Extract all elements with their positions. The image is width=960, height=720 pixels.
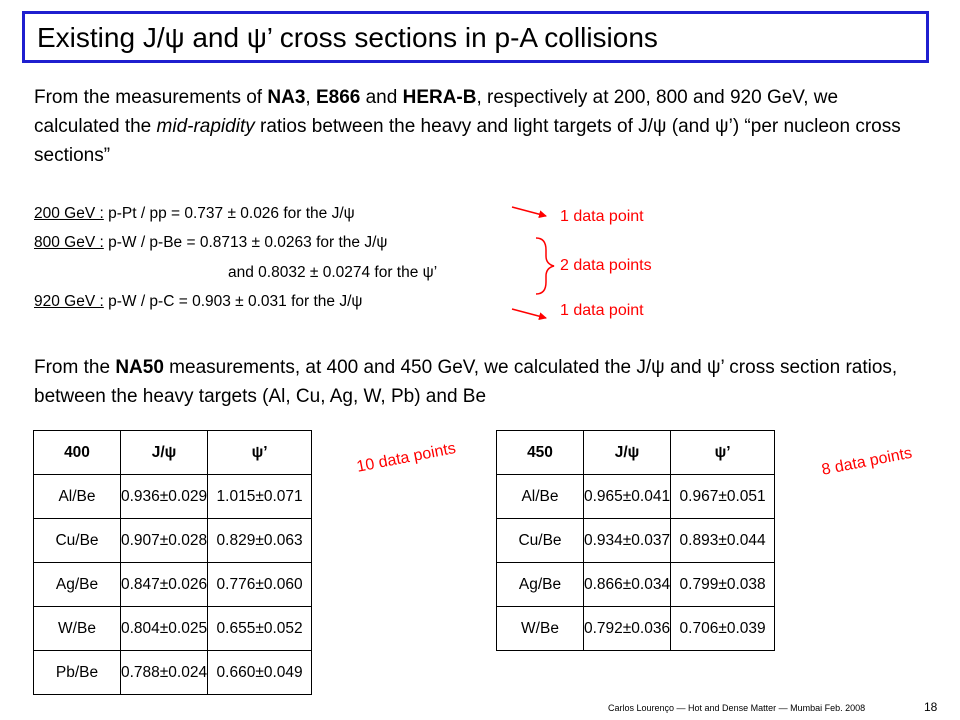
table-cell: 0.907±0.028 (121, 519, 208, 563)
intro-text-3: and (360, 87, 403, 108)
arrow-920 (512, 309, 546, 318)
table-cell: Al/Be (497, 475, 584, 519)
table-header-cell: J/ψ (121, 431, 208, 475)
table-cell: 0.965±0.041 (584, 475, 671, 519)
table-row (497, 475, 775, 519)
table-cell: 0.706±0.039 (671, 607, 775, 651)
intro-e866: E866 (315, 87, 361, 108)
table-cell: 0.799±0.038 (671, 563, 775, 607)
table-header-cell: J/ψ (584, 431, 671, 475)
intro-text-4: , respectively at 200, 800 and 920 GeV, we calculated the (34, 87, 839, 137)
table-header-cell: ψ’ (208, 431, 312, 475)
table-cell: 0.829±0.063 (208, 519, 312, 563)
table-header-row (497, 431, 775, 475)
table-row (34, 651, 312, 695)
table-cell: 0.934±0.037 (584, 519, 671, 563)
table-cell: 0.866±0.034 (584, 563, 671, 607)
measurement-text: p-W / p-C = 0.903 ± 0.031 for the J/ψ (103, 293, 363, 310)
annotation-2-data-points: 2 data points (560, 257, 652, 274)
table-cell: Ag/Be (34, 563, 121, 607)
table-row (497, 519, 775, 563)
table-cell: 0.788±0.024 (121, 651, 208, 695)
para2-text-1: From the (34, 357, 116, 378)
measurement-text: p-Pt / pp = 0.737 ± 0.026 for the J/ψ (103, 205, 355, 222)
annotation-8-data-points: 8 data points (820, 444, 914, 479)
right-brace (536, 238, 554, 294)
na50-paragraph (34, 353, 934, 411)
table-header-cell: 450 (497, 431, 584, 475)
table-cell: Al/Be (34, 475, 121, 519)
table-cell: 0.792±0.036 (584, 607, 671, 651)
measurement-energy: 800 GeV : (34, 234, 104, 251)
table-cell: 0.936±0.029 (121, 475, 208, 519)
page-number: 18 (924, 700, 938, 714)
intro-text-5: ratios between the heavy and light targets of J/ψ (and ψ’) “per nucleon cross sections” (34, 116, 901, 166)
table-450 (496, 430, 775, 651)
table-row (34, 607, 312, 651)
table-cell: 1.015±0.071 (208, 475, 312, 519)
measurement-energy: 920 GeV : (34, 293, 104, 310)
table-cell: W/Be (34, 607, 121, 651)
arrow-200 (512, 207, 546, 216)
table-400 (33, 430, 312, 695)
slide-title: Existing J/ψ and ψ’ cross sections in p-A collisions (37, 22, 658, 53)
table-cell: 0.655±0.052 (208, 607, 312, 651)
measurement-energy: 200 GeV : (34, 205, 104, 222)
table-row (497, 563, 775, 607)
measurement-text: p-W / p-Be = 0.8713 ± 0.0263 for the J/ψ (103, 234, 388, 251)
table-cell: 0.804±0.025 (121, 607, 208, 651)
table-cell: 0.776±0.060 (208, 563, 312, 607)
intro-herab: HERA-B (402, 87, 477, 108)
intro-text-2: , (305, 87, 316, 108)
intro-text-1: From the measurements of (34, 87, 268, 108)
table-row (34, 563, 312, 607)
table-cell: Cu/Be (497, 519, 584, 563)
table-row (34, 519, 312, 563)
intro-midrapidity: mid-rapidity (156, 116, 255, 137)
table-row (497, 607, 775, 651)
table-row (34, 475, 312, 519)
annotation-1-data-point: 1 data point (560, 208, 644, 225)
table-cell: 0.847±0.026 (121, 563, 208, 607)
table-cell: W/Be (497, 607, 584, 651)
para2-na50: NA50 (115, 357, 164, 378)
table-cell: Ag/Be (497, 563, 584, 607)
table-cell: 0.967±0.051 (671, 475, 775, 519)
table-cell: Pb/Be (34, 651, 121, 695)
table-header-cell: ψ’ (671, 431, 775, 475)
para2-text-2: measurements, at 400 and 450 GeV, we calculated the J/ψ and ψ’ cross section ratios, between the heavy targets (Al, Cu, Ag, W, Pb) and Be (34, 357, 898, 407)
measurement-text: and 0.8032 ± 0.0274 for the ψ’ (228, 264, 438, 281)
footer-credit: Carlos Lourenço — Hot and Dense Matter — Mumbai Feb. 2008 (608, 703, 866, 713)
intro-na3: NA3 (267, 87, 306, 108)
table-header-cell: 400 (34, 431, 121, 475)
table-cell: Cu/Be (34, 519, 121, 563)
table-cell: 0.660±0.049 (208, 651, 312, 695)
annotation-10-data-points: 10 data points (355, 439, 458, 476)
table-cell: 0.893±0.044 (671, 519, 775, 563)
annotation-1-data-point-920: 1 data point (560, 302, 644, 319)
table-header-row (34, 431, 312, 475)
